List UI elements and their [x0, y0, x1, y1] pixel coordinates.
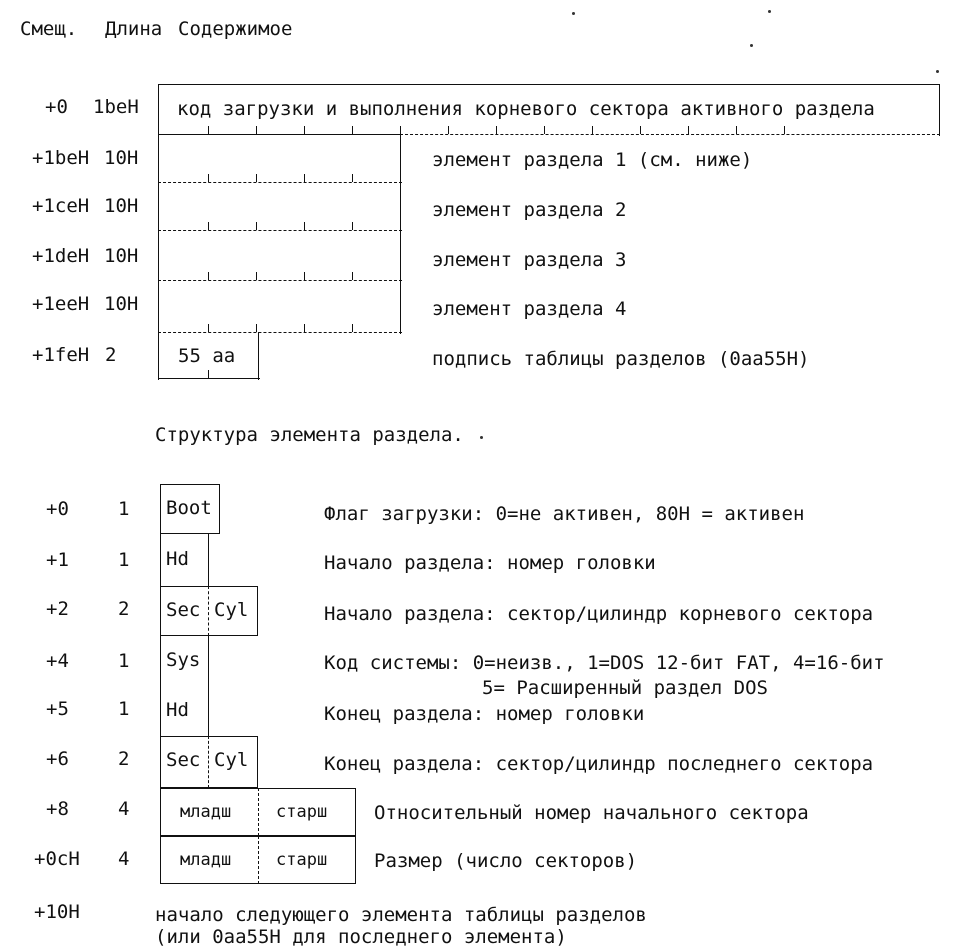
hd2-cell: Hd — [166, 699, 189, 721]
mbr-offset-3: +1deH — [32, 245, 90, 267]
byte-tick — [352, 222, 353, 230]
byte-tick — [208, 272, 209, 280]
entry-desc-1: Начало раздела: номер головки — [324, 552, 656, 574]
byte-tick — [496, 126, 497, 134]
sec2-cell: Sec — [166, 749, 201, 771]
byte-tick — [784, 126, 785, 134]
byte-tick — [352, 126, 353, 134]
mbr-left-edge — [158, 134, 159, 380]
mbr-desc-4: элемент раздела 4 — [432, 298, 627, 320]
lo1-cell: младш — [180, 802, 232, 822]
byte-tick — [400, 126, 401, 134]
cyl2-cell: Cyl — [214, 749, 249, 771]
entry-desc-2: Начало раздела: сектор/цилиндр корневого сектора — [324, 603, 874, 625]
byte-tick — [688, 126, 689, 134]
entry-offset-6: +8 — [46, 798, 69, 820]
entry3-bottom — [158, 280, 402, 281]
byte-tick — [352, 272, 353, 280]
sys-right — [208, 636, 209, 688]
scan-speck — [750, 44, 753, 47]
entry-desc-0: Флаг загрузки: 0=не активен, 80H = активен — [324, 503, 805, 525]
header-length: Длина — [105, 18, 163, 40]
entry-desc-3: Код системы: 0=неизв., 1=DOS 12-бит FAT, 4=16-бит — [324, 652, 885, 674]
entry-length-6: 4 — [118, 798, 130, 820]
mbr-offset-2: +1ceH — [32, 195, 90, 217]
byte-tick — [304, 272, 305, 280]
byte-tick — [256, 222, 257, 230]
boot-flag-cell: Boot — [166, 497, 212, 519]
signature-cell: 55 aa — [178, 345, 236, 367]
entry-desc-3-line2: 5= Расширенный раздел DOS — [482, 677, 768, 699]
byte-tick — [208, 126, 209, 134]
byte-tick — [304, 126, 305, 134]
mbr-offset-4: +1eeH — [32, 293, 90, 315]
signature-bottom-edge — [158, 378, 260, 379]
entry-length-1: 1 — [118, 549, 130, 571]
entry-offset-3: +4 — [46, 650, 69, 672]
relative-sector-divider — [258, 788, 259, 836]
mbr-length-4: 10H — [104, 293, 139, 315]
byte-tick — [256, 174, 257, 182]
entry-length-3: 1 — [118, 650, 130, 672]
byte-tick — [640, 126, 641, 134]
mbr-offset-5: +1feH — [32, 344, 90, 366]
scan-speck — [480, 436, 483, 439]
signature-right-edge — [258, 332, 259, 380]
next-line1: начало следующего элемента таблицы разделов — [155, 904, 647, 926]
mbr-desc-3: элемент раздела 3 — [432, 249, 627, 271]
boot-code-desc: код загрузки и выполнения корневого сектора активного раздела — [177, 98, 875, 120]
cyl1-cell: Cyl — [214, 599, 249, 621]
entry-offset-1: +1 — [46, 549, 69, 571]
next-offset: +10H — [34, 901, 80, 923]
sys-left — [160, 636, 161, 688]
entry-length-5: 2 — [118, 748, 130, 770]
mbr-length-1: 10H — [104, 147, 139, 169]
mbr-length-5: 2 — [105, 344, 117, 366]
boot-code-dashed-edge — [400, 134, 940, 135]
entry-length-0: 1 — [118, 498, 130, 520]
byte-tick — [352, 174, 353, 182]
mbr-desc-5: подпись таблицы разделов (0aa55H) — [432, 348, 810, 370]
entry-desc-5: Конец раздела: сектор/цилиндр последнего сектора — [324, 753, 874, 775]
mbr-length-2: 10H — [104, 195, 139, 217]
byte-tick — [736, 126, 737, 134]
hi1-cell: старш — [276, 802, 328, 822]
entry-offset-5: +6 — [46, 748, 69, 770]
byte-tick — [448, 126, 449, 134]
byte-tick — [256, 272, 257, 280]
hd2-right — [208, 688, 209, 738]
hd1-left — [160, 534, 161, 586]
byte-tick — [208, 370, 209, 378]
lo2-cell: младш — [180, 850, 232, 870]
byte-tick — [208, 174, 209, 182]
byte-tick — [544, 126, 545, 134]
byte-tick — [256, 126, 257, 134]
byte-tick — [304, 174, 305, 182]
header-contents: Содержимое — [178, 18, 293, 40]
entry-desc-6: Относительный номер начального сектора — [374, 802, 809, 824]
sec1-cell: Sec — [166, 599, 201, 621]
hd1-right — [208, 534, 209, 586]
entry-offset-7: +0cH — [34, 848, 80, 870]
entry-length-4: 1 — [118, 698, 130, 720]
header-offset: Смещ. — [20, 18, 78, 40]
mbr-length-3: 10H — [104, 245, 139, 267]
byte-tick — [352, 324, 353, 332]
entry-desc-7: Размер (число секторов) — [374, 850, 638, 872]
end-sec-cyl-divider — [208, 736, 209, 788]
entry1-bottom — [158, 182, 402, 183]
entry4-bottom — [158, 332, 402, 333]
hd2-left — [160, 688, 161, 738]
size-divider — [258, 836, 259, 884]
start-sec-cyl-divider — [208, 586, 209, 636]
byte-tick — [592, 126, 593, 134]
section-title: Структура элемента раздела. — [155, 424, 464, 446]
entry2-bottom — [158, 230, 402, 231]
scan-speck — [768, 10, 771, 13]
mbr-length-0: 1beH — [93, 96, 139, 118]
scan-speck — [572, 12, 575, 15]
boot-code-bottom-edge — [158, 134, 402, 135]
byte-tick — [208, 324, 209, 332]
entry-offset-4: +5 — [46, 698, 69, 720]
scan-speck — [936, 70, 939, 73]
next-line2: (или 0aa55H для последнего элемента) — [155, 926, 567, 948]
mbr-right-edge — [400, 134, 401, 334]
byte-tick — [208, 222, 209, 230]
sys-cell: Sys — [166, 649, 201, 671]
mbr-offset-1: +1beH — [32, 147, 90, 169]
byte-tick — [256, 324, 257, 332]
byte-tick — [304, 222, 305, 230]
byte-tick — [304, 324, 305, 332]
entry-desc-4: Конец раздела: номер головки — [324, 703, 645, 725]
hd1-cell: Hd — [166, 548, 189, 570]
mbr-desc-2: элемент раздела 2 — [432, 199, 627, 221]
mbr-desc-1: элемент раздела 1 (см. ниже) — [432, 149, 753, 171]
hi2-cell: старш — [276, 850, 328, 870]
entry-offset-0: +0 — [46, 498, 69, 520]
entry-length-7: 4 — [118, 848, 130, 870]
entry-offset-2: +2 — [46, 598, 69, 620]
mbr-offset-0: +0 — [45, 96, 68, 118]
entry-length-2: 2 — [118, 598, 130, 620]
